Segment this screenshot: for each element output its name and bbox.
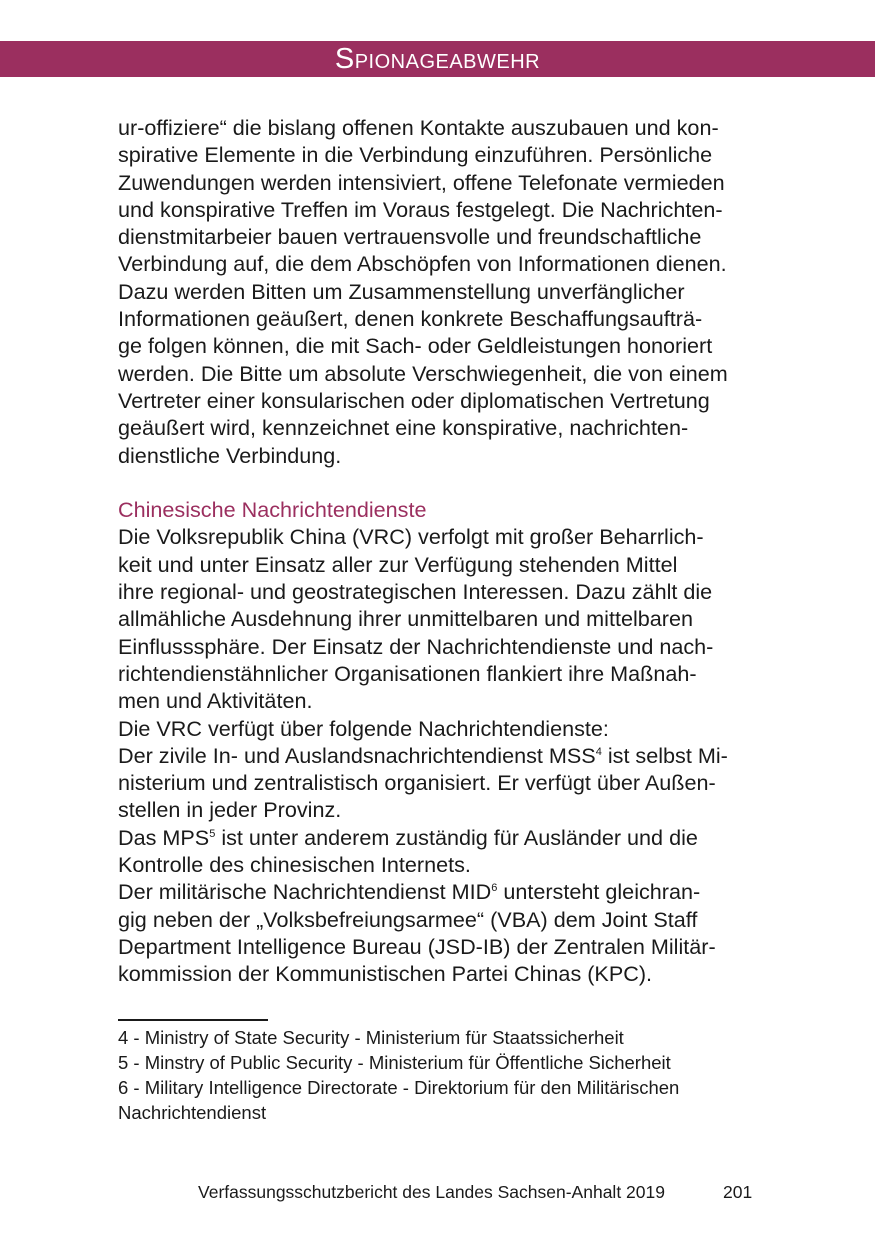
paragraph-espionage-contacts (118, 114, 758, 469)
paragraph-mid (118, 878, 758, 987)
text-line: werden. Die Bitte um absolute Verschwiegenheit, die von einem (118, 360, 728, 386)
text-line: ge folgen können, die mit Sach- oder Geldleistungen honoriert (118, 333, 713, 359)
text-fragment: ist selbst Mi- (601, 742, 728, 768)
text-line: Einflusssphäre. Der Einsatz der Nachrichtendienste und nach- (118, 633, 714, 659)
footnote: 5 - Minstry of Public Security - Ministerium für Öffentliche Sicherheit (118, 1052, 671, 1073)
footnote-marker: 6 (491, 882, 498, 895)
section-title: Spionageabwehr (334, 43, 541, 75)
paragraph-mps (118, 824, 758, 879)
footnote-marker: 5 (209, 827, 216, 840)
paragraph-chinese-services (118, 523, 758, 741)
text-line: ur-offiziere“ die bislang offenen Kontakte auszubauen und kon- (118, 115, 719, 140)
main-text (118, 114, 758, 988)
text-line: Zuwendungen werden intensiviert, offene Telefonate vermieden (118, 169, 725, 195)
text-line: men und Aktivitäten. (118, 688, 313, 714)
text-line: richtendienstähnlicher Organisationen flankiert ihre Maßnah- (118, 660, 697, 686)
text-fragment: Der zivile In- und Auslandsnachrichtendienst MSS (118, 742, 596, 768)
text-line: und konspirative Treffen im Voraus festgelegt. Die Nachrichten- (118, 196, 723, 222)
text-line: Die Volksrepublik China (VRC) verfolgt mit großer Beharrlich- (118, 524, 704, 550)
text-line: geäußert wird, kennzeichnet eine konspirative, nachrichten- (118, 415, 689, 441)
text-line: Dazu werden Bitten um Zusammenstellung unverfänglicher (118, 278, 685, 304)
footnote-marker: 4 (595, 745, 602, 758)
footer-title: Verfassungsschutzbericht des Landes Sachsen-Anhalt 2019 (198, 1182, 665, 1202)
text-line: Die VRC verfügt über folgende Nachrichtendienste: (118, 715, 609, 741)
text-line: gig neben der „Volksbefreiungsarmee“ (VBA) dem Joint Staff (118, 906, 698, 932)
text-line (118, 878, 758, 905)
footnote: 6 - Military Intelligence Directorate - Direktorium für den Militärischen (118, 1077, 680, 1098)
text-line: Department Intelligence Bureau (JSD-IB) der Zentralen Militär- (118, 933, 716, 959)
text-line: Vertreter einer konsularischen oder diplomatischen Vertretung (118, 387, 710, 413)
text-line: dienstmitarbeier bauen vertrauensvolle und freundschaftliche (118, 224, 702, 250)
text-line: ihre regional- und geostrategischen Interessen. Dazu zählt die (118, 579, 713, 605)
text-line: Informationen geäußert, denen konkrete Beschaffungsaufträ- (118, 306, 703, 332)
page-number: 201 (723, 1182, 753, 1202)
text-line: stellen in jeder Provinz. (118, 797, 342, 823)
footnote-separator (118, 1019, 268, 1021)
text-line: keit und unter Einsatz aller zur Verfügung stehenden Mittel (118, 551, 678, 577)
text-fragment: Der militärische Nachrichtendienst MID (118, 879, 492, 905)
text-line (118, 824, 758, 851)
text-fragment: untersteht gleichran- (497, 879, 701, 905)
section-heading: Chinesische Nachrichtendienste (118, 497, 427, 523)
paragraph-spacer (118, 469, 758, 496)
text-line: spirative Elemente in die Verbindung einzuführen. Persönliche (118, 142, 713, 168)
text-fragment: Das MPS (118, 824, 210, 850)
text-line: Kontrolle des chinesischen Internets. (118, 852, 471, 878)
section-header-bar (0, 41, 875, 77)
footnote: 4 - Ministry of State Security - Ministerium für Staatssicherheit (118, 1027, 624, 1048)
text-line: allmähliche Ausdehnung ihrer unmittelbaren und mittelbaren (118, 606, 693, 632)
footnote: Nachrichtendienst (118, 1102, 267, 1123)
text-line: dienstliche Verbindung. (118, 442, 342, 468)
text-line: Verbindung auf, die dem Abschöpfen von Informationen dienen. (118, 251, 727, 277)
text-fragment: ist unter anderem zuständig für Ausländer und die (215, 824, 698, 850)
text-line (118, 742, 758, 769)
footnotes (118, 1025, 778, 1125)
text-line: kommission der Kommunistischen Partei Chinas (KPC). (118, 961, 653, 987)
paragraph-mss (118, 742, 758, 824)
text-line: nisterium und zentralistisch organisiert. Er verfügt über Außen- (118, 770, 716, 796)
